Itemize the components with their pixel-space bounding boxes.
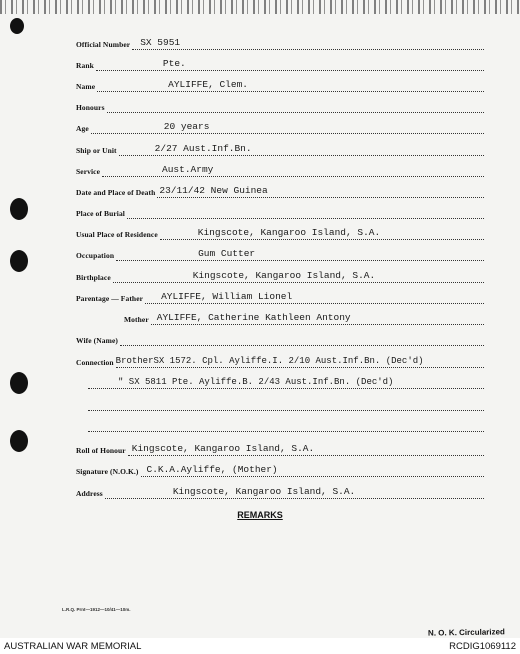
field-age [76, 118, 484, 134]
field-label: Ship or Unit [76, 146, 117, 155]
field-label: Connection [76, 358, 114, 367]
field-value: SX 5951 [140, 37, 181, 48]
field-value: C.K.A.Ayliffe, (Mother) [146, 464, 278, 475]
field-label: Parentage — Father [76, 294, 144, 303]
field-occupation [76, 245, 484, 261]
field-label: Birthplace [76, 273, 111, 282]
punch-hole [10, 250, 28, 272]
field-residence [76, 224, 484, 240]
field-label: Wife (Name) [76, 336, 118, 345]
field-address [76, 483, 484, 499]
field-value: Kingscote, Kangaroo Island, S.A. [131, 443, 315, 454]
field-connection-line-2 [88, 373, 484, 389]
nok-circularized-stamp: N. O. K. Circularized [427, 627, 505, 638]
field-connection [76, 352, 484, 368]
field-label: Honours [76, 103, 105, 112]
field-rank [76, 55, 484, 71]
field-father [76, 288, 484, 304]
print-code: L.R.Q. Prnt—1912—10/41—10m. [62, 607, 131, 612]
field-label: Place of Burial [76, 209, 125, 218]
remarks-heading: REMARKS [237, 510, 283, 520]
field-value: Kingscote, Kangaroo Island, S.A. [172, 486, 356, 497]
field-date-place-death [76, 182, 484, 198]
field-label: Age [76, 124, 89, 133]
punch-hole [10, 198, 28, 220]
field-label: Address [76, 489, 103, 498]
field-value: Kingscote, Kangaroo Island, S.A. [192, 270, 376, 281]
archive-footer [0, 638, 520, 654]
field-label: Rank [76, 61, 94, 70]
footer-record-id: RCDIG1069112 [449, 640, 516, 652]
field-place-of-burial [76, 203, 484, 219]
field-wife [76, 330, 484, 346]
field-value: Kingscote, Kangaroo Island, S.A. [197, 227, 381, 238]
field-value: Pte. [162, 58, 186, 69]
field-value: AYLIFFE, Clem. [168, 79, 248, 90]
punch-hole [10, 430, 28, 452]
punch-hole [10, 372, 28, 394]
field-value: 2/27 Aust.Inf.Bn. [154, 143, 252, 154]
field-value: AYLIFFE, William Lionel [161, 291, 293, 302]
field-label: Usual Place of Residence [76, 230, 158, 239]
field-value: 20 years [163, 121, 210, 132]
field-service [76, 161, 484, 177]
field-label: Mother [124, 315, 149, 324]
field-label: Occupation [76, 251, 115, 260]
field-label: Date and Place of Death [76, 188, 156, 197]
field-label: Service [76, 167, 101, 176]
field-value: BrotherSX 1572. Cpl. Ayliffe.I. 2/10 Aust.Inf.Bn. (Dec'd) [115, 356, 424, 366]
field-official-number [76, 34, 484, 50]
field-birthplace [76, 267, 484, 283]
field-signature [76, 461, 484, 477]
field-roll-of-honour [76, 440, 484, 456]
field-value: " SX 5811 Pte. Ayliffe.B. 2/43 Aust.Inf.Bn. (Dec'd) [118, 377, 394, 387]
field-value: Gum Cutter [198, 248, 256, 259]
footer-source: AUSTRALIAN WAR MEMORIAL [4, 640, 142, 652]
field-value: 23/11/42 New Guinea [159, 185, 268, 196]
field-label: Signature (N.O.K.) [76, 467, 139, 476]
field-label: Name [76, 82, 96, 91]
field-label: Official Number [76, 40, 131, 49]
scan-edge-noise [0, 0, 520, 14]
field-label: Roll of Honour [76, 446, 126, 455]
blank-line [88, 431, 484, 432]
blank-line [88, 410, 484, 411]
field-mother [124, 309, 484, 325]
field-value: AYLIFFE, Catherine Kathleen Antony [156, 312, 351, 323]
punch-hole [10, 18, 24, 34]
field-ship-unit [76, 140, 484, 156]
field-name [76, 76, 484, 92]
field-honours [76, 97, 484, 113]
field-value: Aust.Army [162, 164, 214, 175]
